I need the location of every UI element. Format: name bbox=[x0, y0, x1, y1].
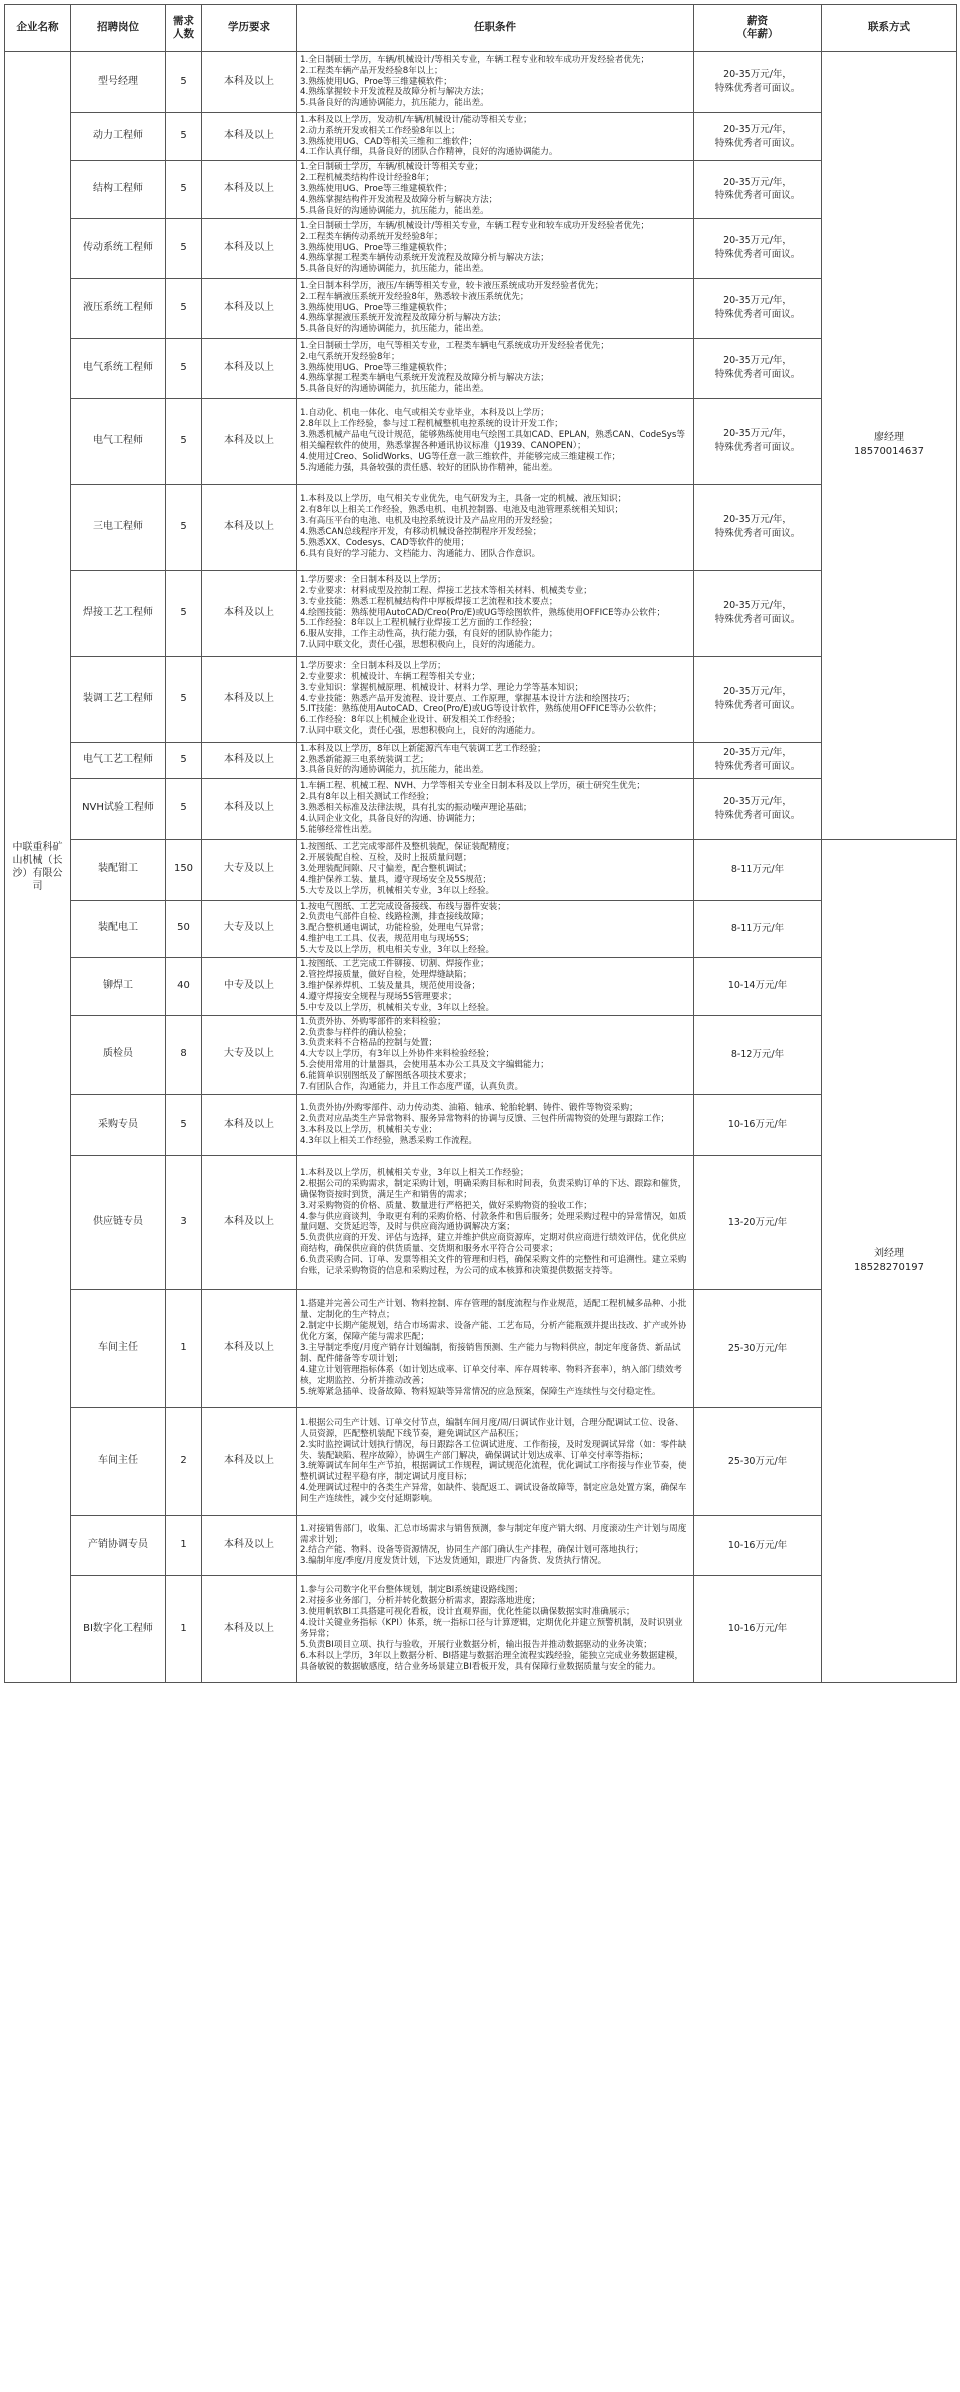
requirement-line: 4.熟练掌握工程类车辆传动系统开发流程及故障分析与解决方法； bbox=[300, 253, 549, 264]
header-salary-line1: 薪资 bbox=[747, 14, 768, 27]
requirement-line: 6.具有良好的学习能力、文档能力、沟通能力、团队合作意识。 bbox=[300, 548, 541, 559]
requirement-line: 3.处理装配间隙、尺寸偏差，配合整机调试； bbox=[300, 864, 472, 875]
requirement-line: 1.参与公司数字化平台整体规划，制定BI系统建设路线图； bbox=[300, 1585, 523, 1596]
table-row bbox=[5, 656, 957, 742]
headcount-cell: 5 bbox=[166, 52, 202, 113]
table-row bbox=[5, 113, 957, 161]
header-company: 企业名称 bbox=[5, 5, 71, 52]
education-cell: 本科及以上 bbox=[202, 398, 297, 484]
requirement-line: 5.具备良好的沟通协调能力，抗压能力，能出差。 bbox=[300, 205, 489, 216]
requirements-cell bbox=[297, 839, 694, 900]
salary-cell bbox=[694, 958, 822, 1016]
requirement-line: 3.具备良好的沟通协调能力，抗压能力，能出差。 bbox=[300, 765, 489, 776]
requirement-line: 4.维护保养工装、量具，遵守现场安全及5S规范； bbox=[300, 874, 491, 885]
salary-cell bbox=[694, 1155, 822, 1289]
requirement-line: 3.熟练使用UG、Proe等三维建模软件； bbox=[300, 302, 452, 313]
position-cell: 装配钳工 bbox=[71, 839, 166, 900]
salary-line: 特殊优秀者可面议。 bbox=[714, 809, 801, 821]
requirement-line: 2.工程机械类结构件设计经验8年； bbox=[300, 172, 434, 183]
requirement-line: 2.有8年以上相关工作经验，熟悉电机、电机控制器、电池及电池管理系统相关知识； bbox=[300, 505, 624, 516]
salary-line: 特殊优秀者可面议。 bbox=[714, 528, 801, 540]
salary-line: 20-35万元/年， bbox=[723, 600, 792, 612]
salary-line: 特殊优秀者可面议。 bbox=[714, 249, 801, 261]
requirement-line: 2.制定中长期产能规划，结合市场需求、设备产能、工艺布局，分析产能瓶颈并提出技改、扩产或外协优化方案，保障产能与需求匹配； bbox=[300, 1321, 687, 1343]
requirement-line: 4.设计关键业务指标（KPI）体系，统一指标口径与计算逻辑，定期优化并建立预警机制，及时识别业务异常； bbox=[300, 1618, 683, 1639]
contact-name: 刘经理 bbox=[874, 1247, 904, 1259]
requirement-line: 1.自动化、机电一体化、电气或相关专业毕业，本科及以上学历； bbox=[300, 408, 549, 419]
headcount-cell: 3 bbox=[166, 1155, 202, 1289]
table-row bbox=[5, 338, 957, 398]
headcount-cell: 1 bbox=[166, 1289, 202, 1407]
requirement-line: 5.能够经常性出差。 bbox=[300, 824, 377, 835]
position-cell: 采购专员 bbox=[71, 1094, 166, 1155]
position-cell: 动力工程师 bbox=[71, 113, 166, 161]
requirement-line: 2.结合产能、物料、设备等资源情况，协同生产部门确认生产排程，确保计划可落地执行； bbox=[300, 1545, 644, 1556]
requirement-line: 1.车辆工程、机械工程、NVH、力学等相关专业全日制本科及以上学历，硕士研究生优先； bbox=[300, 781, 645, 792]
requirement-line: 4.处理调试过程中的各类生产异常，如缺件、装配返工、调试设备故障等，制定应急处置方案，确保车间生产连续性，减少交付延期影响。 bbox=[300, 1483, 687, 1505]
requirement-line: 2.工程类车辆产品开发经验8年以上； bbox=[300, 65, 443, 76]
requirement-line: 4.参与供应商谈判，争取更有利的采购价格、付款条件和售后服务；处理采购过程中的异常情况，如质量问题、交货延迟等，及时与供应商沟通协调解决方案； bbox=[300, 1211, 687, 1233]
requirements-cell bbox=[297, 1094, 694, 1155]
headcount-cell: 1 bbox=[166, 1575, 202, 1682]
table-row bbox=[5, 839, 957, 900]
recruitment-table bbox=[4, 4, 957, 1683]
education-cell: 本科及以上 bbox=[202, 570, 297, 656]
header-contact: 联系方式 bbox=[822, 5, 957, 52]
position-cell: 质检员 bbox=[71, 1015, 166, 1094]
salary-line: 20-35万元/年， bbox=[723, 428, 792, 440]
requirement-line: 5.大专及以上学历，机电相关专业，3年以上经验。 bbox=[300, 945, 495, 956]
salary-line: 20-35万元/年， bbox=[723, 686, 792, 698]
requirement-line: 4.绘图技能：熟练使用AutoCAD/Creo(Pro/E)或UG等绘图软件，熟练使用OFFICE等办公软件； bbox=[300, 607, 666, 618]
education-cell: 中专及以上 bbox=[202, 958, 297, 1016]
education-cell: 本科及以上 bbox=[202, 113, 297, 161]
salary-line: 20-35万元/年， bbox=[723, 123, 792, 135]
requirement-line: 4.维护电工工具、仪表，规范用电与现场5S； bbox=[300, 934, 474, 945]
education-cell: 本科及以上 bbox=[202, 1515, 297, 1575]
education-cell: 本科及以上 bbox=[202, 278, 297, 338]
salary-cell bbox=[694, 1515, 822, 1575]
requirement-line: 1.全日制硕士学历，车辆/机械设计/等相关专业，车辆工程专业和较车成功开发经验者优先； bbox=[300, 54, 650, 65]
table-row bbox=[5, 484, 957, 570]
requirement-line: 2.专业要求：机械设计、车辆工程等相关专业； bbox=[300, 671, 481, 682]
headcount-cell: 5 bbox=[166, 742, 202, 778]
requirement-line: 1.本科及以上学历，机械相关专业，3年以上相关工作经验； bbox=[300, 1167, 529, 1178]
position-cell: 结构工程师 bbox=[71, 161, 166, 219]
salary-line: 13-20万元/年 bbox=[727, 1216, 788, 1228]
education-cell: 本科及以上 bbox=[202, 52, 297, 113]
requirement-line: 1.学历要求：全日制本科及以上学历； bbox=[300, 660, 446, 671]
header-requirements: 任职条件 bbox=[297, 5, 694, 52]
position-cell: 产销协调专员 bbox=[71, 1515, 166, 1575]
requirement-line: 1.负责外协/外购零部件、动力传动类、油箱、轴承、轮胎轮辋、铸件、锻件等物资采购； bbox=[300, 1103, 638, 1114]
requirements-cell bbox=[297, 1575, 694, 1682]
requirement-line: 5.具备良好的沟通协调能力，抗压能力，能出差。 bbox=[300, 384, 489, 395]
position-cell: 车间主任 bbox=[71, 1289, 166, 1407]
position-cell: 供应链专员 bbox=[71, 1155, 166, 1289]
position-cell: 车间主任 bbox=[71, 1407, 166, 1515]
salary-cell bbox=[694, 1407, 822, 1515]
headcount-cell: 5 bbox=[166, 338, 202, 398]
requirement-line: 1.搭建并完善公司生产计划、物料控制、库存管理的制度流程与作业规范，适配工程机械多品种、小批量、定制化的生产特点； bbox=[300, 1299, 687, 1321]
requirement-line: 5.负责供应商的开发、评估与选择，建立并维护供应商资源库，定期对供应商进行绩效评估，优化供应商结构，确保供应商的供货质量、交货期和服务水平符合公司要求； bbox=[300, 1233, 687, 1255]
salary-line: 10-14万元/年 bbox=[727, 980, 788, 992]
requirement-line: 3.维护保养焊机、工装及量具，规范使用设备； bbox=[300, 980, 481, 991]
requirements-cell bbox=[297, 900, 694, 958]
requirements-cell bbox=[297, 278, 694, 338]
requirements-cell bbox=[297, 570, 694, 656]
requirements-cell bbox=[297, 113, 694, 161]
position-cell: 液压系统工程师 bbox=[71, 278, 166, 338]
table-row bbox=[5, 1575, 957, 1682]
position-cell: 电气工程师 bbox=[71, 398, 166, 484]
table-row bbox=[5, 1155, 957, 1289]
salary-cell bbox=[694, 398, 822, 484]
headcount-cell: 40 bbox=[166, 958, 202, 1016]
requirement-line: 1.全日制硕士学历，车辆/机械设计/等相关专业，车辆工程专业和较车成功开发经验者优先； bbox=[300, 220, 650, 231]
table-row bbox=[5, 958, 957, 1016]
requirement-line: 5.熟悉XX、Codesys、CAD等软件的使用； bbox=[300, 537, 470, 548]
requirement-line: 7.认同中联文化，责任心强，思想积极向上，良好的沟通能力。 bbox=[300, 726, 541, 737]
requirement-line: 6.服从安排，工作主动性高，执行能力强，有良好的团队协作能力； bbox=[300, 629, 558, 640]
header-salary-line2: （年薪） bbox=[736, 28, 779, 40]
requirements-cell bbox=[297, 218, 694, 278]
header-count bbox=[166, 5, 202, 52]
salary-cell bbox=[694, 1575, 822, 1682]
requirement-line: 3.负责来料不合格品的控制与处置； bbox=[300, 1038, 438, 1049]
requirement-line: 1.本科及以上学历，发动机/车辆/机械设计/能动等相关专业； bbox=[300, 114, 532, 125]
headcount-cell: 5 bbox=[166, 218, 202, 278]
position-cell: BI数字化工程师 bbox=[71, 1575, 166, 1682]
requirement-line: 5.具备良好的沟通协调能力，抗压能力，能出差。 bbox=[300, 264, 489, 275]
requirement-line: 2.熟悉新能源三电系统装调工艺； bbox=[300, 754, 429, 765]
requirement-line: 1.学历要求：全日制本科及以上学历； bbox=[300, 574, 446, 585]
position-cell: 电气工艺工程师 bbox=[71, 742, 166, 778]
salary-line: 特殊优秀者可面议。 bbox=[714, 137, 801, 149]
header-row bbox=[5, 5, 957, 52]
table-row bbox=[5, 161, 957, 219]
requirement-line: 3.专业技能：熟悉工程机械结构件中厚板焊接工艺流程和技术要点； bbox=[300, 596, 558, 607]
position-cell: 三电工程师 bbox=[71, 484, 166, 570]
requirement-line: 3.编制年度/季度/月度发货计划，下达发货通知，跟进厂内备货、发货执行情况。 bbox=[300, 1556, 607, 1567]
education-cell: 本科及以上 bbox=[202, 218, 297, 278]
salary-line: 20-35万元/年， bbox=[723, 514, 792, 526]
salary-line: 特殊优秀者可面议。 bbox=[714, 190, 801, 202]
requirement-line: 2.工程类车辆传动系统开发经验8年； bbox=[300, 231, 443, 242]
headcount-cell: 1 bbox=[166, 1515, 202, 1575]
headcount-cell: 5 bbox=[166, 161, 202, 219]
table-row bbox=[5, 570, 957, 656]
requirement-line: 3.熟练使用UG、Proe等三维建模软件； bbox=[300, 242, 452, 253]
salary-line: 特殊优秀者可面议。 bbox=[714, 442, 801, 454]
requirement-line: 4.大专以上学历，有3年以上外协件来料检验经验； bbox=[300, 1049, 495, 1060]
salary-line: 特殊优秀者可面议。 bbox=[714, 369, 801, 381]
requirements-cell bbox=[297, 958, 694, 1016]
requirements-cell bbox=[297, 484, 694, 570]
headcount-cell: 5 bbox=[166, 778, 202, 839]
requirement-line: 6.本科以上学历，3年以上数据分析、BI搭建与数据治理全流程实践经验，能独立完成业务数据建模，具备敏锐的数据敏感度，结合业务场景建立BI看板开发，具有保障行业数据质量与安全的能力。 bbox=[300, 1650, 684, 1672]
headcount-cell: 5 bbox=[166, 1094, 202, 1155]
requirement-line: 2.实时监控调试计划执行情况，每日跟踪各工位调试进度、工作衔接，及时发现调试异常（如：零件缺失、装配缺陷、程序故障），协调生产部门解决，确保调试计划达成率、订单交付率等指标； bbox=[300, 1439, 687, 1461]
salary-line: 20-35万元/年， bbox=[723, 176, 792, 188]
education-cell: 本科及以上 bbox=[202, 1094, 297, 1155]
position-cell: NVH试验工程师 bbox=[71, 778, 166, 839]
education-cell: 本科及以上 bbox=[202, 1155, 297, 1289]
requirement-line: 3.统筹调试车间年生产节拍，根据调试工作规程，调试规范化流程，优化调试工序衔接与作业节奏，使整机调试过程平稳有序，制定调试月度目标； bbox=[300, 1461, 687, 1483]
headcount-cell: 5 bbox=[166, 484, 202, 570]
requirement-line: 5.IT技能：熟练使用AutoCAD、Creo(Pro/E)或UG等设计软件，熟练使用OFFICE等办公软件； bbox=[300, 704, 662, 715]
requirement-line: 3.有高压平台的电池、电机及电控系统设计及产品应用的开发经验； bbox=[300, 516, 558, 527]
education-cell: 本科及以上 bbox=[202, 1575, 297, 1682]
requirement-line: 5.大专及以上学历，机械相关专业，3年以上经验。 bbox=[300, 885, 495, 896]
requirement-line: 2.负责电气部件自检、线路检测，排查接线故障； bbox=[300, 912, 489, 923]
requirement-line: 2.专业要求：材料成型及控制工程、焊接工艺技术等相关材料、机械类专业； bbox=[300, 585, 592, 596]
table-row bbox=[5, 742, 957, 778]
salary-line: 20-35万元/年， bbox=[723, 795, 792, 807]
education-cell: 大专及以上 bbox=[202, 1015, 297, 1094]
salary-line: 20-35万元/年， bbox=[723, 235, 792, 247]
position-cell: 传动系统工程师 bbox=[71, 218, 166, 278]
requirements-cell bbox=[297, 398, 694, 484]
contact-cell bbox=[822, 839, 957, 1682]
salary-line: 8-11万元/年 bbox=[730, 922, 785, 934]
requirement-line: 1.对接销售部门，收集、汇总市场需求与销售预测，参与制定年度产销大纲、月度滚动生产计划与周度需求计划； bbox=[300, 1523, 687, 1545]
salary-line: 20-35万元/年， bbox=[723, 355, 792, 367]
salary-cell bbox=[694, 113, 822, 161]
requirement-line: 5.统筹紧急插单、设备故障、物料短缺等异常情况的应急预案，保障生产连续性与交付稳定性。 bbox=[300, 1386, 661, 1397]
requirement-line: 1.本科及以上学历，电气相关专业优先，电气研发为主，具备一定的机械、液压知识； bbox=[300, 494, 627, 505]
requirement-line: 5.负责BI项目立项、执行与验收，开展行业数据分析，输出报告并推动数据驱动的业务决策； bbox=[300, 1639, 652, 1650]
salary-line: 特殊优秀者可面议。 bbox=[714, 83, 801, 94]
requirement-line: 3.配合整机通电调试，功能检验，处理电气异常； bbox=[300, 923, 489, 934]
education-cell: 本科及以上 bbox=[202, 656, 297, 742]
salary-line: 25-30万元/年 bbox=[727, 1342, 788, 1354]
position-cell: 装配电工 bbox=[71, 900, 166, 958]
requirement-line: 4.3年以上相关工作经验，熟悉采购工作流程。 bbox=[300, 1135, 477, 1146]
requirement-line: 2.电气系统开发经验8年； bbox=[300, 351, 400, 362]
requirement-line: 4.熟练掌握较卡开发流程及故障分析与解决方法； bbox=[300, 87, 489, 98]
salary-cell bbox=[694, 742, 822, 778]
requirement-line: 3.使用帆软BI工具搭建可视化看板，设计直观界面，优化性能以确保数据实时准确展示； bbox=[300, 1607, 635, 1618]
salary-line: 特殊优秀者可面议。 bbox=[714, 700, 801, 712]
requirement-line: 2.工程车辆液压系统开发经验8年，熟悉较卡液压系统优先； bbox=[300, 291, 529, 302]
contact-cell bbox=[822, 52, 957, 840]
salary-cell bbox=[694, 656, 822, 742]
education-cell: 本科及以上 bbox=[202, 778, 297, 839]
requirement-line: 4.工作认真仔细，具备良好的团队合作精神，良好的沟通协调能力。 bbox=[300, 147, 558, 158]
requirement-line: 4.建立计划管理指标体系（如计划达成率、订单交付率、库存周转率、物料齐套率），纳入部门绩效考核，定期监控、分析并推动改善； bbox=[300, 1364, 683, 1386]
salary-line: 8-11万元/年 bbox=[730, 863, 785, 875]
position-cell: 装调工艺工程师 bbox=[71, 656, 166, 742]
requirement-line: 2.具有8年以上相关测试工作经验； bbox=[300, 792, 434, 803]
requirement-line: 5.中专及以上学历，机械相关专业，3年以上经验。 bbox=[300, 1002, 495, 1013]
salary-line: 20-35万元/年， bbox=[723, 747, 792, 759]
requirement-line: 4.遵守焊接安全规程与现场5S管理要求； bbox=[300, 991, 457, 1002]
requirements-cell bbox=[297, 1015, 694, 1094]
headcount-cell: 8 bbox=[166, 1015, 202, 1094]
requirement-line: 2.8年以上工作经验，参与过工程机械整机电控系统的设计开发工作； bbox=[300, 419, 563, 430]
requirement-line: 1.全日制硕士学历，车辆/机械设计等相关专业； bbox=[300, 162, 483, 172]
salary-cell bbox=[694, 1289, 822, 1407]
education-cell: 大专及以上 bbox=[202, 900, 297, 958]
requirement-line: 4.熟练掌握结构件开发流程及故障分析与解决方法； bbox=[300, 194, 498, 205]
requirement-line: 5.沟通能力强，具备较强的责任感、较好的团队协作精神，能出差。 bbox=[300, 462, 558, 473]
requirement-line: 2.开展装配自检、互检，及时上报质量问题； bbox=[300, 853, 472, 864]
position-cell: 铆焊工 bbox=[71, 958, 166, 1016]
requirement-line: 4.认同企业文化，具备良好的沟通、协调能力； bbox=[300, 813, 481, 824]
requirement-line: 3.熟悉相关标准及法律法规，具有扎实的振动噪声理论基础； bbox=[300, 803, 532, 814]
requirement-line: 1.负责外协、外购零部件的来料检验； bbox=[300, 1016, 446, 1027]
requirement-line: 1.按图纸、工艺完成工件铆接、切割、焊接作业； bbox=[300, 959, 489, 970]
salary-cell bbox=[694, 484, 822, 570]
contact-phone: 18570014637 bbox=[854, 446, 924, 458]
requirement-line: 1.根据公司生产计划、订单交付节点，编制车间月度/周/日调试作业计划，合理分配调试工位、设备、人员资源，匹配整机装配下线节奏，避免调试区产品积压； bbox=[300, 1417, 684, 1439]
requirement-line: 1.全日制硕士学历，电气等相关专业，工程类车辆电气系统成功开发经验者优先； bbox=[300, 340, 609, 351]
education-cell: 大专及以上 bbox=[202, 839, 297, 900]
salary-line: 特殊优秀者可面议。 bbox=[714, 761, 801, 773]
salary-cell bbox=[694, 278, 822, 338]
table-row bbox=[5, 778, 957, 839]
requirement-line: 3.主导制定季度/月度产销存计划编制，衔接销售预测、生产能力与物料供应，制定年度备货、新品试制、配件储备等专项计划； bbox=[300, 1342, 681, 1364]
requirement-line: 6.能简单识别图纸及了解图纸各项技术要求； bbox=[300, 1071, 472, 1082]
requirement-line: 7.认同中联文化，责任心强，思想积极向上，良好的沟通能力。 bbox=[300, 640, 541, 651]
salary-line: 10-16万元/年 bbox=[727, 1119, 788, 1131]
salary-line: 20-35万元/年， bbox=[723, 69, 792, 81]
header-count-line2: 人数 bbox=[173, 28, 194, 40]
header-count-line1: 需求 bbox=[173, 14, 194, 27]
requirements-cell bbox=[297, 778, 694, 839]
salary-cell bbox=[694, 161, 822, 219]
requirement-line: 3.熟练使用UG、Proe等三维建模软件； bbox=[300, 76, 452, 87]
salary-line: 8-12万元/年 bbox=[730, 1048, 785, 1060]
headcount-cell: 50 bbox=[166, 900, 202, 958]
table-row bbox=[5, 218, 957, 278]
salary-line: 20-35万元/年， bbox=[723, 295, 792, 307]
requirements-cell bbox=[297, 161, 694, 219]
requirements-cell bbox=[297, 1407, 694, 1515]
requirement-line: 3.本科及以上学历，机械相关专业； bbox=[300, 1124, 438, 1135]
headcount-cell: 5 bbox=[166, 656, 202, 742]
position-cell: 焊接工艺工程师 bbox=[71, 570, 166, 656]
requirement-line: 7.有团队合作，沟通能力，并且工作态度严谨，认真负责。 bbox=[300, 1082, 524, 1093]
requirement-line: 3.熟练使用UG、Proe等三维建模软件； bbox=[300, 362, 452, 373]
requirement-line: 1.本科及以上学历，8年以上新能源汽车电气装调工艺工作经验； bbox=[300, 743, 546, 754]
table-row bbox=[5, 398, 957, 484]
requirement-line: 6.负责采购合同、订单、发票等相关文件的管理和归档，确保采购文件的完整性和可追溯性。建立采购台账，记录采购物资的信息和采购过程，为公司的成本核算和决策提供数据支持等。 bbox=[300, 1255, 687, 1277]
table-row bbox=[5, 1289, 957, 1407]
table-row bbox=[5, 52, 957, 113]
salary-cell bbox=[694, 900, 822, 958]
requirement-line: 4.熟练掌握工程类车辆电气系统开发流程及故障分析与解决方法； bbox=[300, 373, 549, 384]
requirement-line: 3.熟练使用UG、Proe等三维建模软件； bbox=[300, 183, 452, 194]
headcount-cell: 2 bbox=[166, 1407, 202, 1515]
requirements-cell bbox=[297, 656, 694, 742]
salary-cell bbox=[694, 338, 822, 398]
table-row bbox=[5, 278, 957, 338]
requirement-line: 5.具备良好的沟通协调能力，抗压能力，能出差。 bbox=[300, 324, 489, 335]
salary-cell bbox=[694, 778, 822, 839]
salary-cell bbox=[694, 839, 822, 900]
header-education: 学历要求 bbox=[202, 5, 297, 52]
headcount-cell: 5 bbox=[166, 113, 202, 161]
requirement-line: 4.专业技能：熟悉产品开发流程、设计要点、工作原理，掌握基本设计方法和绘图技巧； bbox=[300, 693, 635, 704]
position-cell: 型号经理 bbox=[71, 52, 166, 113]
requirement-line: 2.负责参与样件的确认检验； bbox=[300, 1027, 412, 1038]
contact-name: 廖经理 bbox=[874, 432, 904, 444]
salary-line: 10-16万元/年 bbox=[727, 1623, 788, 1635]
education-cell: 本科及以上 bbox=[202, 1407, 297, 1515]
education-cell: 本科及以上 bbox=[202, 338, 297, 398]
requirements-cell bbox=[297, 52, 694, 113]
requirement-line: 4.使用过Creo、SolidWorks、UG等任意一款三维软件，并能够完成三维建模工作； bbox=[300, 451, 621, 462]
requirement-line: 3.熟练使用UG、CAD等相关三维和二维软件； bbox=[300, 136, 478, 147]
requirements-cell bbox=[297, 742, 694, 778]
table-row bbox=[5, 1515, 957, 1575]
requirement-line: 5.会使用常用的计量器具，会使用基本办公工具及文字编辑能力； bbox=[300, 1060, 549, 1071]
table-row bbox=[5, 1015, 957, 1094]
position-cell: 电气系统工程师 bbox=[71, 338, 166, 398]
education-cell: 本科及以上 bbox=[202, 742, 297, 778]
table-row bbox=[5, 1094, 957, 1155]
requirements-cell bbox=[297, 1155, 694, 1289]
header-salary bbox=[694, 5, 822, 52]
requirements-cell bbox=[297, 1289, 694, 1407]
table-row bbox=[5, 1407, 957, 1515]
requirement-line: 3.熟悉机械产品电气设计规范，能够熟练使用电气绘图工具如CAD、EPLAN，熟悉CAN、CodeSys等相关编程软件的使用，熟悉掌握各种通讯协议标准（J1939、CANOPEN）； bbox=[300, 430, 685, 452]
requirement-line: 3.专业知识：掌握机械原理、机械设计、材料力学、理论力学等基本知识； bbox=[300, 682, 584, 693]
table-row bbox=[5, 900, 957, 958]
contact-phone: 18528270197 bbox=[854, 1261, 924, 1273]
salary-line: 特殊优秀者可面议。 bbox=[714, 309, 801, 321]
requirement-line: 6.工作经验：8年以上机械企业设计、研发相关工作经验； bbox=[300, 715, 520, 726]
headcount-cell: 5 bbox=[166, 278, 202, 338]
requirement-line: 5.工作经验：8年以上工程机械行业焊接工艺方面的工作经验； bbox=[300, 618, 538, 629]
salary-line: 特殊优秀者可面议。 bbox=[714, 614, 801, 626]
salary-cell bbox=[694, 52, 822, 113]
salary-line: 10-16万元/年 bbox=[727, 1539, 788, 1551]
salary-line: 25-30万元/年 bbox=[727, 1455, 788, 1467]
job-rows bbox=[5, 52, 957, 1683]
salary-cell bbox=[694, 1094, 822, 1155]
requirements-cell bbox=[297, 338, 694, 398]
requirement-line: 2.对接多业务部门，分析并转化数据分析需求，跟踪落地进度； bbox=[300, 1596, 541, 1607]
requirement-line: 1.按图纸、工艺完成零部件及整机装配，保证装配精度； bbox=[300, 842, 515, 853]
requirement-line: 4.熟悉CAN总线程序开发，有移动机械设备控制程序开发经验； bbox=[300, 527, 542, 538]
requirement-line: 2.动力系统开发或相关工作经验8年以上； bbox=[300, 125, 460, 136]
headcount-cell: 150 bbox=[166, 839, 202, 900]
requirement-line: 5.具备良好的沟通协调能力，抗压能力，能出差。 bbox=[300, 98, 489, 109]
requirements-cell bbox=[297, 1515, 694, 1575]
headcount-cell: 5 bbox=[166, 398, 202, 484]
company-name-cell: 中联重科矿山机械（长沙）有限公司 bbox=[5, 52, 71, 1683]
salary-cell bbox=[694, 1015, 822, 1094]
education-cell: 本科及以上 bbox=[202, 484, 297, 570]
requirement-line: 2.管控焊接质量，做好自检，处理焊缝缺陷； bbox=[300, 969, 472, 980]
education-cell: 本科及以上 bbox=[202, 161, 297, 219]
header-position: 招聘岗位 bbox=[71, 5, 166, 52]
headcount-cell: 5 bbox=[166, 570, 202, 656]
salary-cell bbox=[694, 218, 822, 278]
requirement-line: 1.按电气图纸、工艺完成设备接线、布线与器件安装； bbox=[300, 901, 506, 912]
requirement-line: 2.根据公司的采购需求，制定采购计划，明确采购目标和时间表，负责采购订单的下达、跟踪和催货，确保物资按时到货，满足生产和销售的需求； bbox=[300, 1178, 687, 1200]
requirement-line: 4.熟练掌握液压系统开发流程及故障分析与解决方法； bbox=[300, 313, 506, 324]
requirement-line: 3.对采购物资的价格、质量、数量进行严格把关，做好采购物资的验收工作； bbox=[300, 1200, 592, 1211]
requirement-line: 2.负责对应品类生产异常物料、服务异常物料的协调与反馈、三包件所需物资的处理与跟踪工作； bbox=[300, 1114, 670, 1125]
salary-cell bbox=[694, 570, 822, 656]
requirement-line: 1.全日制本科学历，液压/车辆等相关专业，较卡液压系统成功开发经验者优先； bbox=[300, 280, 604, 291]
education-cell: 本科及以上 bbox=[202, 1289, 297, 1407]
